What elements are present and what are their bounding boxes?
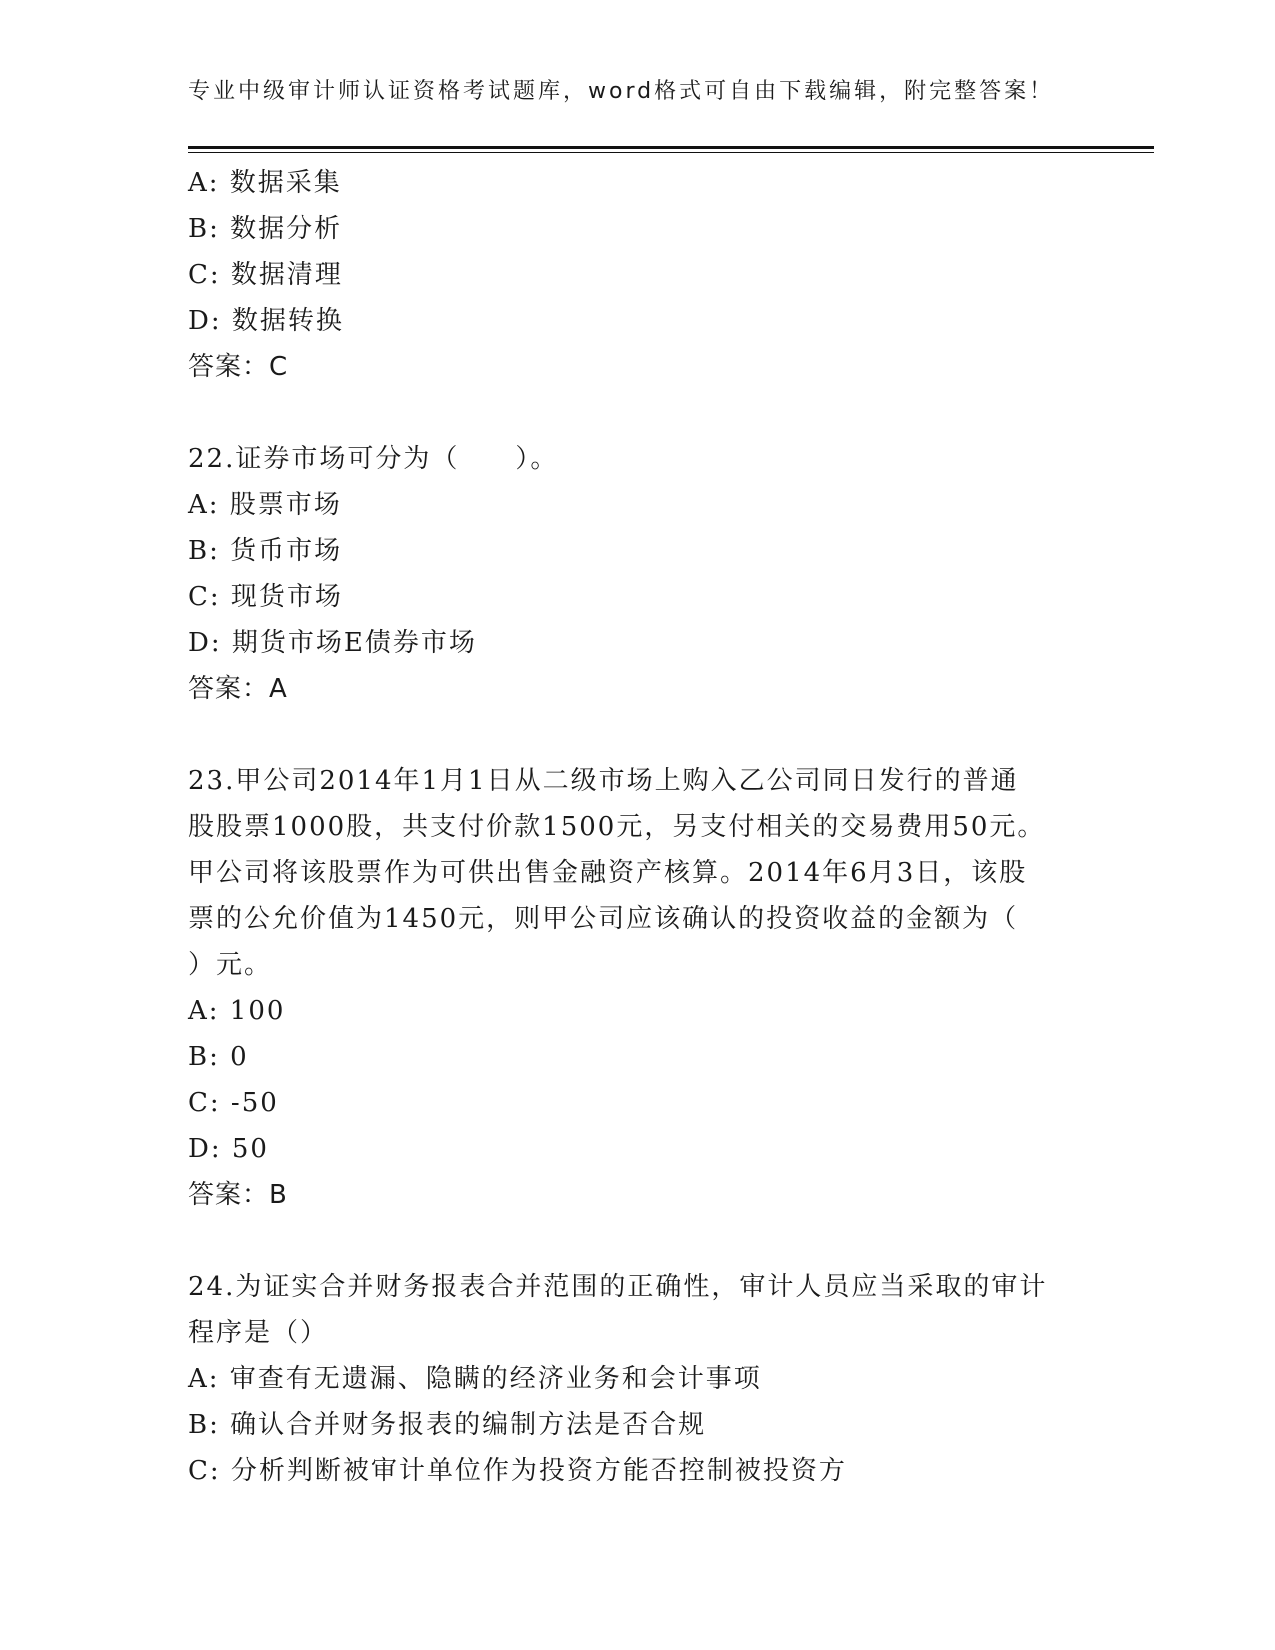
option-d: D: 50 [188, 1134, 269, 1164]
spacer [188, 712, 1088, 758]
question-stem: 22.证券市场可分为（ ）。 [188, 444, 559, 474]
page-header: 专业中级审计师认证资格考试题库，word格式可自由下载编辑，附完整答案！ [188, 79, 1055, 104]
option-a: A: 100 [188, 996, 286, 1026]
option-a: A: 数据采集 [188, 168, 342, 198]
question-stem: 23.甲公司2014年1月1日从二级市场上购入乙公司同日发行的普通 股股票1000股，共支付价款1500元，另支付相关的交易费用50元。 甲公司将该股票作为可供出售金融资产核算。2014年6月3日，该股 票的公允价值为1450元，则甲公司应该确认的投资收益的金额为（ ）元。 [188, 766, 1046, 980]
option-b: B: 数据分析 [188, 214, 343, 244]
header-divider [188, 146, 1154, 149]
spacer [188, 1218, 1088, 1264]
option-b: B: 货币市场 [188, 536, 343, 566]
option-c: C: -50 [188, 1088, 279, 1118]
option-c: C: 数据清理 [188, 260, 343, 290]
question-list [188, 160, 1088, 1494]
header-divider-thin [188, 152, 1154, 153]
question-22 [188, 436, 1088, 712]
question-23 [188, 758, 1088, 1218]
question-21 [188, 160, 1088, 390]
option-d: D: 数据转换 [188, 306, 344, 336]
answer: 答案：C [188, 352, 289, 382]
question-stem: 24.为证实合并财务报表合并范围的正确性，审计人员应当采取的审计 程序是（） [188, 1272, 1048, 1348]
option-c: C: 分析判断被审计单位作为投资方能否控制被投资方 [188, 1456, 847, 1486]
option-a: A: 股票市场 [188, 490, 342, 520]
answer: 答案：B [188, 1180, 288, 1210]
answer: 答案：A [188, 674, 288, 704]
option-b: B: 确认合并财务报表的编制方法是否合规 [188, 1410, 707, 1440]
option-a: A: 审查有无遗漏、隐瞒的经济业务和会计事项 [188, 1364, 762, 1394]
option-c: C: 现货市场 [188, 582, 343, 612]
question-24 [188, 1264, 1088, 1494]
option-b: B: 0 [188, 1042, 249, 1072]
spacer [188, 390, 1088, 436]
option-d: D: 期货市场E债券市场 [188, 628, 477, 658]
